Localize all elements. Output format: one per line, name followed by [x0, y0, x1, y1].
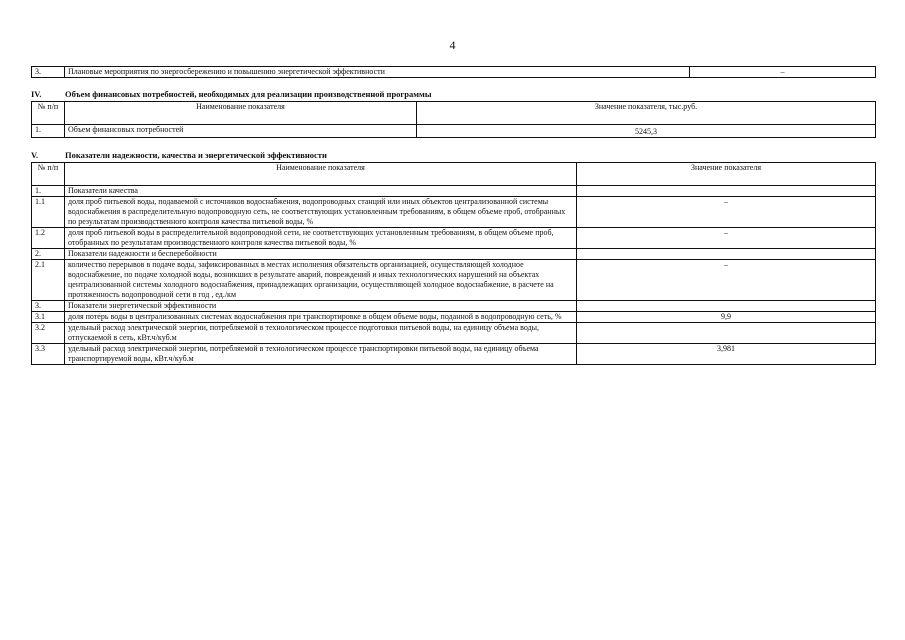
row-value: –: [690, 67, 876, 78]
row-number: 3.: [32, 67, 65, 78]
row-number: 1.2: [32, 228, 65, 249]
page-number: 4: [449, 38, 456, 52]
section-4-title: Объем финансовых потребностей, необходимых для реализации производственной программы: [65, 89, 432, 99]
row-value: 3,981: [577, 344, 876, 365]
section-5-heading: [31, 150, 327, 160]
row-name: Показатели надежности и бесперебойности: [65, 249, 577, 260]
section-5-table: [31, 162, 876, 365]
row-value: –: [577, 260, 876, 301]
row-value: –: [577, 197, 876, 228]
table-row: [32, 260, 876, 301]
header-name: Наименование показателя: [65, 102, 417, 125]
table-row: [32, 67, 876, 78]
row-name: Объем финансовых потребностей: [65, 125, 417, 138]
table-header-row: [32, 102, 876, 125]
row-name: удельный расход электрической энергии, потребляемой в технологическом процессе транспортировки питьевой воды, на единицу объема транспортируемой воды, кВт.ч/куб.м: [65, 344, 577, 365]
table-row: [32, 228, 876, 249]
header-value: Значение показателя, тыс.руб.: [417, 102, 876, 125]
row-value: [577, 323, 876, 344]
table-row: [32, 125, 876, 138]
section-4-number: IV.: [31, 89, 42, 99]
row-number: 3.2: [32, 323, 65, 344]
table-row: [32, 344, 876, 365]
row-name: Показатели энергетической эффективности: [65, 301, 577, 312]
row-name: Показатели качества: [65, 186, 577, 197]
row-name: доля потерь воды в централизованных системах водоснабжения при транспортировке в общем объеме воды, поданной в водопроводную сеть, %: [65, 312, 577, 323]
table-row: [32, 197, 876, 228]
table-row: [32, 323, 876, 344]
row-number: 2.1: [32, 260, 65, 301]
table-header-row: [32, 163, 876, 186]
section-5-number: V.: [31, 150, 39, 160]
header-number: № п/п: [32, 163, 65, 186]
row-value: 9,9: [577, 312, 876, 323]
table-row: [32, 186, 876, 197]
row-value: [577, 301, 876, 312]
row-number: 3.: [32, 301, 65, 312]
row-number: 1.: [32, 186, 65, 197]
row-number: 3.3: [32, 344, 65, 365]
row-name: количество перерывов в подаче воды, зафиксированных в местах исполнения обязательств организацией, осуществляющей холодное водоснабжение, по подаче холодной воды, возникших в результате аварий, повреждений и иных технологических нарушений на объектах централизованной системы холодного водоснабжения, принадлежащих организации, осуществляющей холодное водоснабжение, в расчете на протяженность водопроводной сети в год , ед./км: [65, 260, 577, 301]
section-5-title: Показатели надежности, качества и энергетической эффективности: [65, 150, 327, 160]
section-4-table: [31, 101, 876, 138]
table-row: [32, 301, 876, 312]
row-value: [577, 186, 876, 197]
row-value: –: [577, 228, 876, 249]
header-value: Значение показателя: [577, 163, 876, 186]
table-row: [32, 249, 876, 260]
row-number: 1.1: [32, 197, 65, 228]
row-number: 3.1: [32, 312, 65, 323]
row-value: [577, 249, 876, 260]
row-name: удельный расход электрической энергии, потребляемой в технологическом процессе подготовки питьевой воды, на единицу объема воды, отпускаемой в сеть, кВт.ч/куб.м: [65, 323, 577, 344]
row-name: доля проб питьевой воды, подаваемой с источников водоснабжения, водопроводных станций или иных объектов централизованной системы водоснабжения в распределительную водопроводную сеть, не соответствующих установленным требованиям, в общем объеме проб, отобранных по результатам производственного контроля качества питьевой воды, %: [65, 197, 577, 228]
section-4-heading: [31, 89, 431, 99]
section-3-table: [31, 66, 876, 78]
header-number: № п/п: [32, 102, 65, 125]
table-row: [32, 312, 876, 323]
row-number: 2.: [32, 249, 65, 260]
header-name: Наименование показателя: [65, 163, 577, 186]
row-name: доля проб питьевой воды в распределительной водопроводной сети, не соответствующих установленным требованиям, в общем объеме проб, отобранных по результатам производственного контроля качества питьевой воды, %: [65, 228, 577, 249]
row-value: 5245,3: [417, 125, 876, 138]
row-name: Плановые мероприятия по энергосбережению и повышению энергетической эффективности: [65, 67, 690, 78]
row-number: 1.: [32, 125, 65, 138]
